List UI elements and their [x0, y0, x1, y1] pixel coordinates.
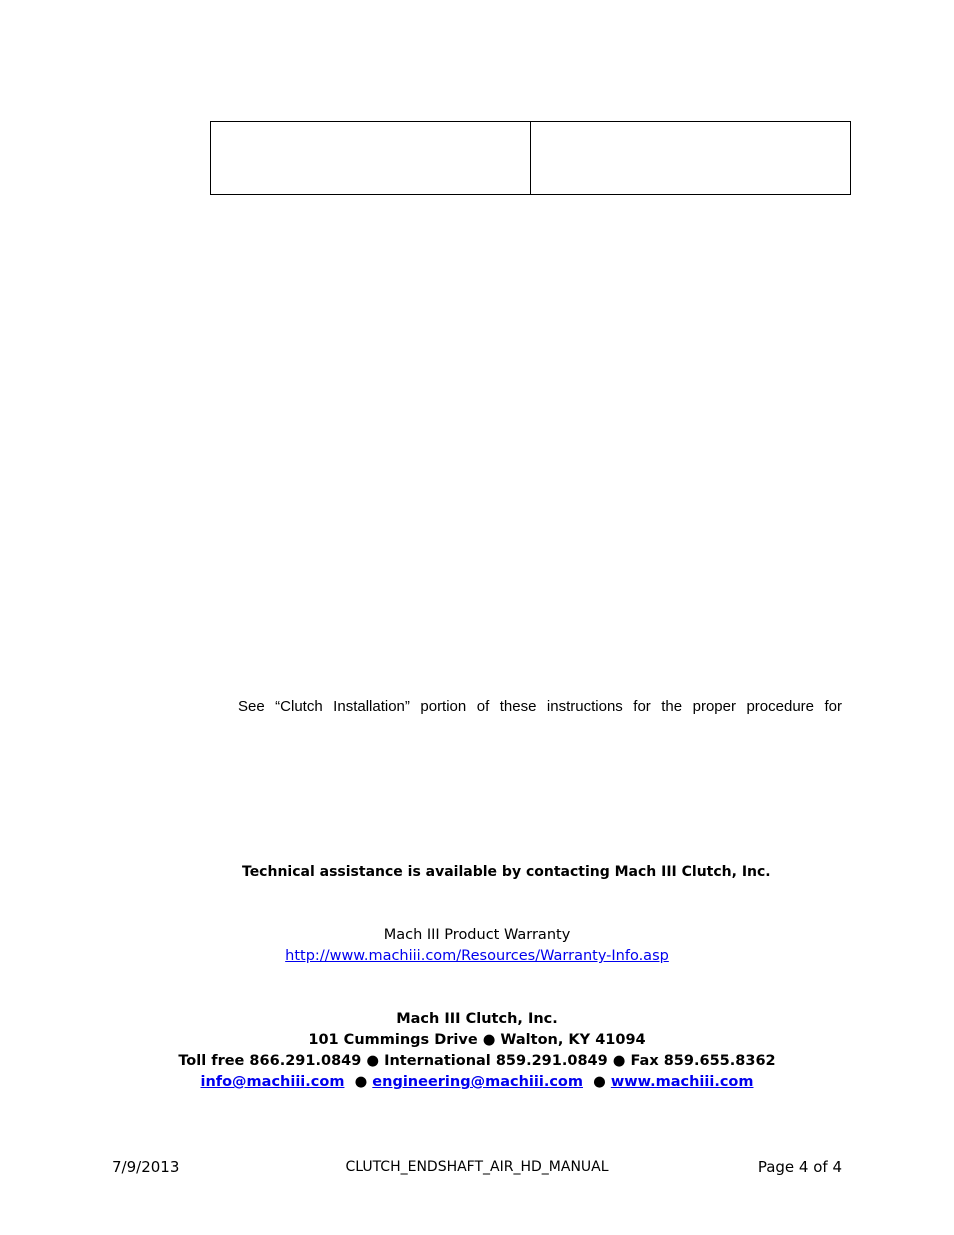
company-address: 101 Cummings Drive ● Walton, KY 41094 — [308, 1032, 646, 1048]
table-cell-left — [211, 122, 531, 195]
footer-document-name: CLUTCH_ENDSHAFT_AIR_HD_MANUAL — [345, 1159, 609, 1175]
company-links — [0, 1072, 954, 1093]
top-table — [210, 121, 851, 195]
engineering-email-link[interactable]: engineering@machiii.com — [372, 1074, 583, 1090]
separator-bullet: ● — [354, 1074, 368, 1090]
company-contact-block — [0, 1009, 954, 1093]
company-name: Mach III Clutch, Inc. — [396, 1011, 558, 1027]
warranty-title: Mach III Product Warranty — [383, 927, 571, 943]
separator-bullet: ● — [593, 1074, 606, 1090]
footer-page-number: Page 4 of 4 — [757, 1158, 842, 1176]
technical-assistance-text: Technical assistance is available by contacting Mach III Clutch, Inc. — [242, 864, 771, 880]
warranty-link[interactable]: http://www.machiii.com/Resources/Warranty-Info.asp — [285, 948, 669, 964]
info-email-link[interactable]: info@machiii.com — [200, 1074, 345, 1090]
installation-reference-text: See “Clutch Installation” portion of these instructions for the proper procedure for — [238, 698, 842, 715]
company-phones: Toll free 866.291.0849 ● International 859.291.0849 ● Fax 859.655.8362 — [178, 1053, 776, 1069]
footer-date: 7/9/2013 — [112, 1158, 180, 1176]
website-link[interactable]: www.machiii.com — [610, 1074, 754, 1090]
table-cell-right — [531, 122, 851, 195]
table-row — [211, 122, 851, 195]
warranty-block — [0, 925, 954, 967]
